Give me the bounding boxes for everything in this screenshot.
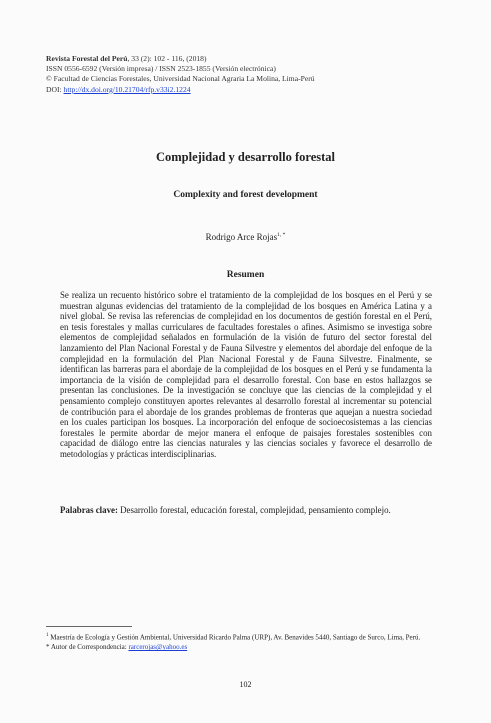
footnote-divider (46, 626, 132, 627)
footnote-marker: 1 (46, 633, 49, 638)
author-superscript: 1, * (277, 232, 286, 238)
footnote-correspondence (46, 642, 446, 652)
footnotes (46, 631, 446, 652)
author-name: Rodrigo Arce Rojas (205, 232, 278, 242)
correspondence-email-link[interactable]: rarcerojas@yahoo.es (128, 643, 188, 652)
article-subtitle: Complexity and forest development (173, 190, 318, 200)
article-title: Complejidad y desarrollo forestal (155, 150, 336, 164)
author-line (0, 232, 491, 242)
keywords-text: Desarrollo forestal, educación forestal, complejidad, pensamiento complejo. (117, 505, 391, 515)
footnote-affiliation (46, 631, 446, 642)
issn-line: ISSN 0556-6592 (Versión impresa) / ISSN 2523-1855 (Versión electrónica) (46, 64, 276, 74)
doi-line (46, 85, 446, 95)
journal-citation (46, 54, 446, 64)
keywords-label: Palabras clave: (60, 505, 118, 515)
doi-link[interactable]: http://dx.doi.org/10.21704/rfp.v33i2.1224 (63, 84, 191, 94)
affiliation-line: © Facultad de Ciencias Forestales, Universidad Nacional Agraria La Molina, Lima-Perú (46, 74, 315, 84)
abstract-heading: Resumen (226, 270, 265, 280)
keywords-paragraph (60, 505, 432, 516)
journal-header (46, 54, 446, 95)
footnote-affiliation-text: Maestría de Ecología y Gestión Ambiental, Universidad Ricardo Palma (URP), Av. Benavides 5440, Santiago de Surco, Lima, Perú. (48, 633, 421, 642)
doi-label: DOI: (46, 84, 64, 94)
page-number: 102 (239, 680, 252, 689)
journal-name: Revista Forestal del Perú (46, 54, 128, 63)
abstract-body: Se realiza un recuento histórico sobre el tratamiento de la complejidad de los bosques en el Perú y se muestran algunas evidencias del tratamiento de la complejidad de los bosques en América Latina y a nivel global. Se revisa las referencias de complejidad en los documentos de gestión forestal en el Perú, en tesis forestales y mallas curriculares de facultades forestales o afines. Asimismo se investiga sobre elementos de complejidad señalados en formulación de la visión de futuro del sector forestal del lanzamiento del Plan Nacional Forestal y de Fauna Silvestre y elementos del abordaje del enfoque de la complejidad en la formulación del Plan Nacional Forestal y de Fauna Silvestre. Finalmente, se identifican las barreras para el abordaje de la complejidad de los bosques en el Perú y se fundamenta la importancia de la visión de complejidad para el desarrollo forestal. Con base en estos hallazgos se presentan las conclusiones. De la investigación se concluye que las ciencias de la complejidad y el pensamiento complejo constituyen aportes relevantes al desarrollo forestal al incrementar su potencial de contribución para el abordaje de los grandes problemas de fronteras que aquejan a nuestra sociedad en los cuales participan los bosques. La incorporación del enfoque de socioecosistemas a las ciencias forestales le permite abordar de mejor manera el enfoque de paisajes forestales sostenibles con capacidad de diálogo entre las ciencias naturales y las ciencias sociales y favorece el desarrollo de metodologías y prácticas interdisciplinarias. (60, 290, 432, 459)
correspondence-label: * Autor de Correspondencia: (46, 643, 129, 652)
journal-issue: , 33 (2): 102 - 116, (2018) (127, 54, 207, 63)
